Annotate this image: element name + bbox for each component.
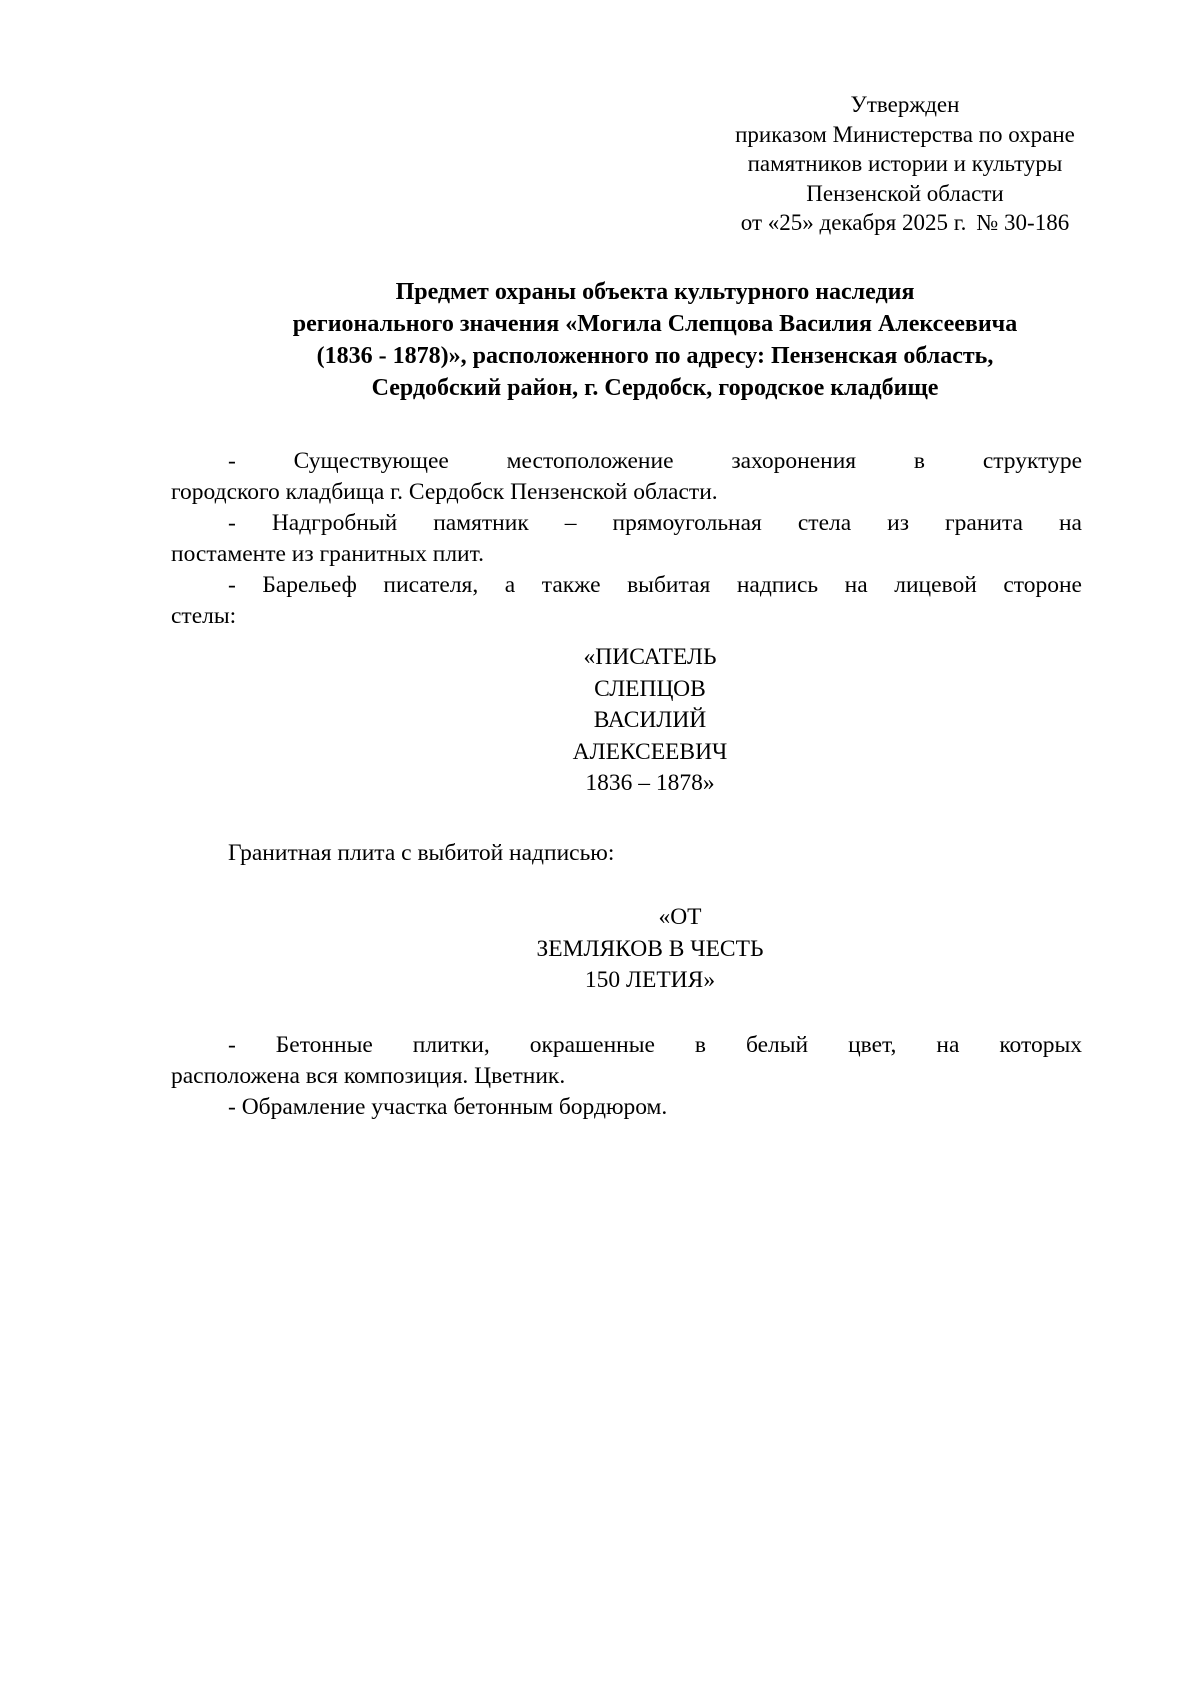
approval-line: памятников истории и культуры bbox=[747, 151, 1063, 176]
title-line: регионального значения «Могила Слепцова Василия Алексеевича bbox=[292, 311, 1018, 337]
list-item-line: постаменте из гранитных плит. bbox=[171, 541, 485, 567]
protection-items-continued bbox=[171, 1030, 1082, 1123]
inscription-line: АЛЕКСЕЕВИЧ bbox=[572, 738, 728, 765]
stele-inscription bbox=[400, 642, 900, 800]
list-item bbox=[171, 1030, 1082, 1092]
list-item-line: - Надгробный памятник – прямоугольная стела из гранита на bbox=[228, 510, 1082, 536]
inscription-line: ВАСИЛИЙ bbox=[593, 707, 707, 733]
protection-items bbox=[171, 446, 1082, 632]
title-line: Предмет охраны объекта культурного наследия bbox=[395, 279, 915, 305]
inscription-line: ЗЕМЛЯКОВ В ЧЕСТЬ bbox=[536, 935, 764, 962]
list-item bbox=[171, 446, 1082, 508]
approval-number: № 30-186 bbox=[976, 210, 1070, 235]
approval-block bbox=[690, 90, 1120, 238]
list-item-line: городского кладбища г. Сердобск Пензенской области. bbox=[171, 479, 718, 505]
list-item bbox=[171, 1092, 1082, 1123]
inscription-line: «ПИСАТЕЛЬ bbox=[583, 644, 717, 670]
inscription-line: «ОТ bbox=[658, 904, 702, 930]
list-item bbox=[171, 508, 1082, 570]
title-line: (1836 - 1878)», расположенного по адресу: Пензенская область, bbox=[316, 343, 994, 369]
plate-label: Гранитная плита с выбитой надписью: bbox=[228, 840, 615, 866]
approval-line: Утвержден bbox=[850, 92, 960, 117]
approval-date: от «25» декабря 2025 г. bbox=[740, 210, 967, 235]
title-line: Сердобский район, г. Сердобск, городское кладбище bbox=[371, 375, 939, 401]
inscription-line: СЛЕПЦОВ bbox=[594, 675, 706, 702]
approval-line: Пензенской области bbox=[806, 180, 1004, 206]
approval-line: приказом Министерства по охране bbox=[735, 121, 1075, 147]
list-item-line: - Бетонные плитки, окрашенные в белый цвет, на которых bbox=[228, 1032, 1082, 1058]
list-item-line: стелы: bbox=[171, 603, 237, 629]
inscription-line: 1836 – 1878» bbox=[585, 770, 715, 796]
plate-inscription bbox=[400, 902, 900, 997]
list-item-line: - Обрамление участка бетонным бордюром. bbox=[228, 1094, 668, 1120]
list-item-line: - Существующее местоположение захоронения в структуре bbox=[228, 448, 1082, 474]
inscription-line: 150 ЛЕТИЯ» bbox=[584, 967, 716, 993]
document-title bbox=[210, 276, 1100, 404]
list-item bbox=[171, 570, 1082, 632]
approval-date-line bbox=[690, 208, 1120, 238]
list-item-line: - Барельеф писателя, а также выбитая надпись на лицевой стороне bbox=[228, 572, 1082, 598]
list-item-line: расположена вся композиция. Цветник. bbox=[171, 1063, 566, 1089]
